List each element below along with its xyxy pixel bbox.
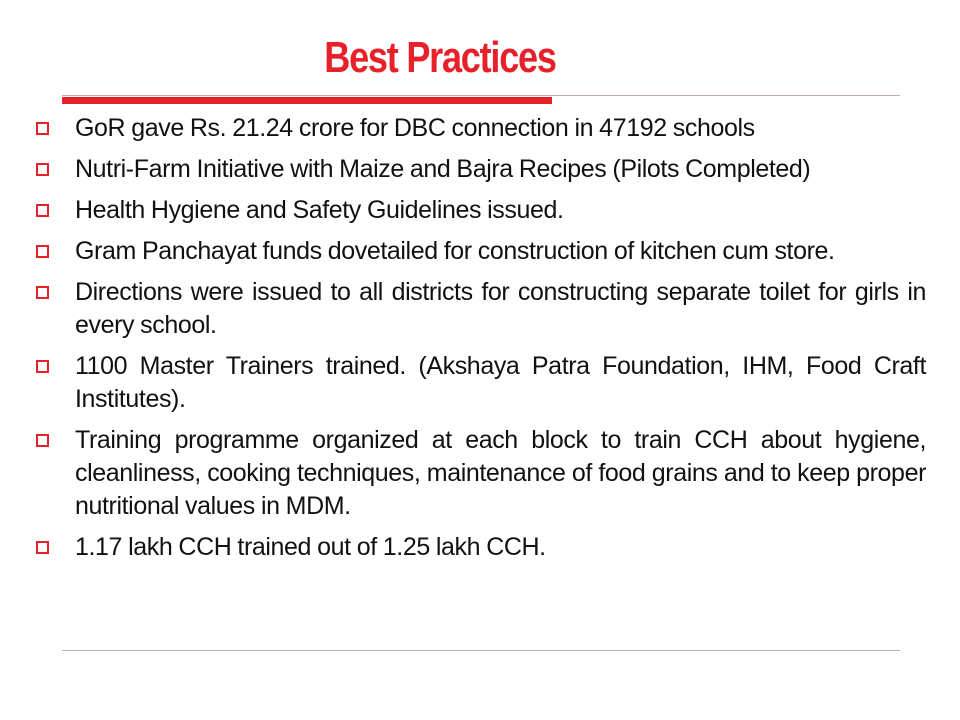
- bullet-item: [34, 112, 926, 145]
- bullet-text: Health Hygiene and Safety Guidelines issued.: [75, 196, 564, 224]
- hollow-square-bullet-icon: [36, 541, 49, 554]
- bullet-text: GoR gave Rs. 21.24 crore for DBC connection in 47192 schools: [75, 114, 755, 142]
- bottom-divider: [62, 650, 900, 651]
- bullet-item: [34, 424, 926, 523]
- slide-title: Best Practices: [324, 33, 556, 82]
- bullet-list: [34, 112, 926, 572]
- bullet-item: [34, 276, 926, 342]
- bullet-text: Directions were issued to all districts for constructing separate toilet for girls in every school.: [75, 278, 926, 339]
- bullet-item: [34, 235, 926, 268]
- hollow-square-bullet-icon: [36, 245, 49, 258]
- hollow-square-bullet-icon: [36, 360, 49, 373]
- hollow-square-bullet-icon: [36, 286, 49, 299]
- bullet-item: [34, 531, 926, 564]
- bullet-text: 1.17 lakh CCH trained out of 1.25 lakh CCH.: [75, 533, 546, 561]
- hollow-square-bullet-icon: [36, 122, 49, 135]
- bullet-text: Training programme organized at each block to train CCH about hygiene, cleanliness, cooking techniques, maintenance of food grains and to keep proper nutritional values in MDM.: [75, 426, 926, 520]
- bullet-item: [34, 194, 926, 227]
- bullet-item: [34, 153, 926, 186]
- title-underline-thin: [62, 95, 900, 96]
- hollow-square-bullet-icon: [36, 204, 49, 217]
- hollow-square-bullet-icon: [36, 434, 49, 447]
- bullet-text: Nutri-Farm Initiative with Maize and Bajra Recipes (Pilots Completed): [75, 155, 811, 183]
- bullet-text: 1100 Master Trainers trained. (Akshaya Patra Foundation, IHM, Food Craft Institutes).: [75, 352, 926, 413]
- title-underline-accent: [62, 97, 552, 104]
- bullet-item: [34, 350, 926, 416]
- bullet-text: Gram Panchayat funds dovetailed for construction of kitchen cum store.: [75, 237, 835, 265]
- hollow-square-bullet-icon: [36, 163, 49, 176]
